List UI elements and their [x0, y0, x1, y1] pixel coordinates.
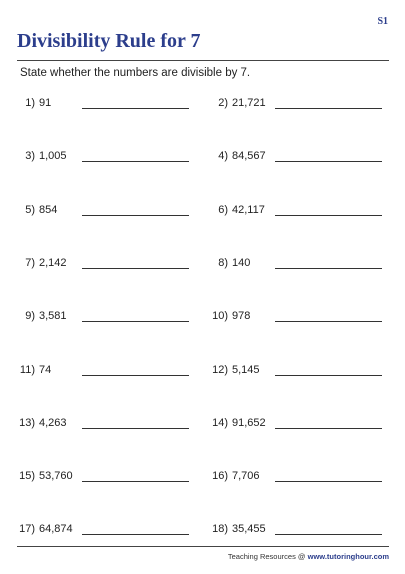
- question-number: 4): [218, 150, 228, 163]
- question-item: [210, 520, 390, 538]
- question-number: 15): [19, 470, 35, 483]
- question-item: [210, 147, 390, 165]
- question-number: 16): [212, 470, 228, 483]
- question-number: 13): [19, 416, 35, 429]
- question-number: 5): [25, 203, 35, 216]
- answer-line[interactable]: [82, 268, 189, 269]
- question-value: 64,874: [39, 523, 73, 536]
- question-item: [210, 94, 390, 112]
- question-value: 53,760: [39, 470, 73, 483]
- answer-line[interactable]: [275, 268, 382, 269]
- question-number: 12): [212, 363, 228, 376]
- question-item: [210, 467, 390, 485]
- question-value: 84,567: [232, 150, 266, 163]
- question-number: 10): [212, 310, 228, 323]
- question-value: 5,145: [232, 363, 260, 376]
- question-item: [210, 307, 390, 325]
- page-title: Divisibility Rule for 7: [17, 30, 201, 52]
- question-item: [17, 201, 197, 219]
- answer-line[interactable]: [82, 161, 189, 162]
- answer-line[interactable]: [275, 375, 382, 376]
- answer-line[interactable]: [82, 215, 189, 216]
- question-number: 3): [25, 150, 35, 163]
- answer-line[interactable]: [275, 108, 382, 109]
- footer-divider: [17, 546, 389, 547]
- question-value: 1,005: [39, 150, 67, 163]
- question-item: [210, 201, 390, 219]
- answer-line[interactable]: [275, 215, 382, 216]
- question-value: 3,581: [39, 310, 67, 323]
- header-divider: [17, 60, 389, 61]
- question-number: 11): [19, 363, 35, 376]
- question-value: 35,455: [232, 523, 266, 536]
- question-number: 2): [218, 97, 228, 109]
- question-value: 21,721: [232, 97, 266, 109]
- question-number: 9): [25, 310, 35, 323]
- question-value: 978: [232, 310, 251, 323]
- question-item: [210, 254, 390, 272]
- answer-line[interactable]: [82, 534, 189, 535]
- answer-line[interactable]: [275, 481, 382, 482]
- question-item: [210, 414, 390, 432]
- question-value: 7,706: [232, 470, 260, 483]
- footer-site-link[interactable]: www.tutoringhour.com: [307, 552, 389, 561]
- question-number: 1): [25, 97, 35, 109]
- question-value: 854: [39, 203, 58, 216]
- answer-line[interactable]: [82, 321, 189, 322]
- answer-line[interactable]: [275, 428, 382, 429]
- question-value: 4,263: [39, 416, 67, 429]
- footer: [228, 552, 389, 561]
- question-number: 7): [25, 256, 35, 269]
- question-item: [17, 467, 197, 485]
- instruction-text: State whether the numbers are divisible by 7.: [20, 67, 251, 79]
- answer-line[interactable]: [82, 375, 189, 376]
- question-item: [210, 361, 390, 379]
- answer-line[interactable]: [275, 534, 382, 535]
- question-value: 74: [39, 363, 52, 376]
- question-item: [17, 254, 197, 272]
- question-item: [17, 147, 197, 165]
- answer-line[interactable]: [82, 108, 189, 109]
- question-item: [17, 307, 197, 325]
- footer-prefix: Teaching Resources @: [227, 552, 308, 561]
- question-item: [17, 94, 197, 112]
- answer-line[interactable]: [82, 481, 189, 482]
- answer-line[interactable]: [275, 161, 382, 162]
- question-number: 17): [19, 523, 35, 536]
- question-value: 91,652: [232, 416, 266, 429]
- question-value: 140: [232, 256, 251, 269]
- sheet-code: S1: [377, 16, 388, 27]
- question-number: 8): [218, 256, 228, 269]
- question-value: 42,117: [232, 203, 265, 216]
- question-value: 91: [39, 97, 52, 109]
- answer-line[interactable]: [275, 321, 382, 322]
- question-number: 6): [218, 203, 228, 216]
- question-number: 18): [212, 523, 228, 536]
- question-item: [17, 520, 197, 538]
- question-number: 14): [212, 416, 228, 429]
- question-item: [17, 414, 197, 432]
- question-item: [17, 361, 197, 379]
- answer-line[interactable]: [82, 428, 189, 429]
- question-value: 2,142: [39, 256, 67, 269]
